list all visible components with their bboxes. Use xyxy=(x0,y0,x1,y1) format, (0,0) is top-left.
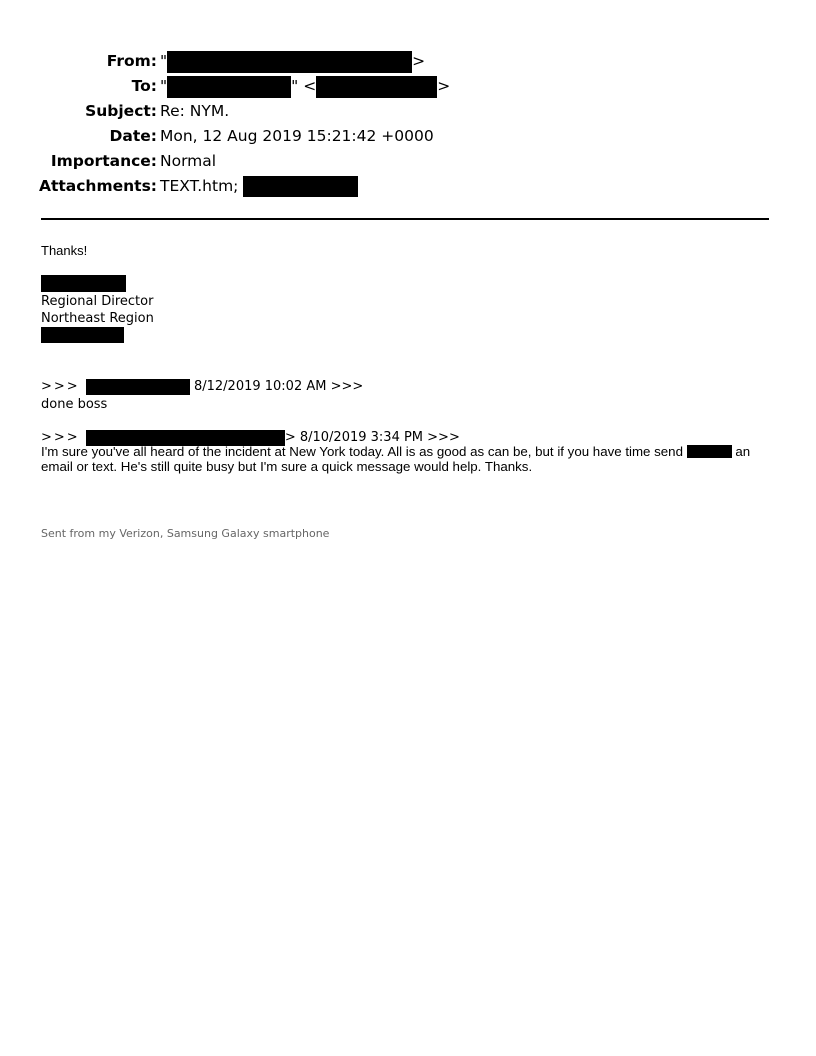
to-close: > xyxy=(437,77,451,95)
from-open-quote: " xyxy=(160,52,168,70)
header-divider xyxy=(41,218,769,220)
subject-row xyxy=(0,100,816,122)
mobile-signature: Sent from my Verizon, Samsung Galaxy smartphone xyxy=(41,527,330,540)
reply2-prefix: >>> xyxy=(41,430,80,445)
reply1-sender-redaction xyxy=(86,379,190,395)
subject-label: Subject: xyxy=(85,102,157,120)
attachments-label: Attachments: xyxy=(38,177,157,195)
reply1-prefix: >>> xyxy=(41,379,80,394)
importance-row xyxy=(0,150,816,172)
signature-name-redaction xyxy=(41,275,126,292)
from-row xyxy=(0,50,816,72)
original-message-part2: an email or text. He's still quite busy but I'm sure a quick message would help. Thanks. xyxy=(41,444,751,474)
to-name-redaction xyxy=(167,76,291,98)
to-row xyxy=(0,75,816,97)
to-mid: " < xyxy=(291,77,317,95)
greeting: Thanks! xyxy=(41,243,88,258)
reply1-header xyxy=(41,378,363,395)
date-row xyxy=(0,125,816,147)
reply1-text: done boss xyxy=(41,397,108,412)
importance-value: Normal xyxy=(160,152,217,170)
subject-value: Re: NYM. xyxy=(160,102,230,120)
to-value xyxy=(160,75,450,98)
reply2-time: > 8/10/2019 3:34 PM >>> xyxy=(284,430,460,445)
attachments-value xyxy=(160,175,358,197)
attachments-row xyxy=(0,175,816,197)
attachment-name: TEXT.htm; xyxy=(160,177,239,195)
from-close: > xyxy=(412,52,426,70)
to-label: To: xyxy=(131,77,157,95)
from-value xyxy=(160,50,425,73)
date-value: Mon, 12 Aug 2019 15:21:42 +0000 xyxy=(160,127,434,145)
from-redaction xyxy=(167,51,412,73)
date-label: Date: xyxy=(109,127,157,145)
attachment-redaction xyxy=(243,176,358,197)
original-message-part1: I'm sure you've all heard of the incident at New York today. All is as good as can be, but if you have time send xyxy=(41,444,687,459)
from-label: From: xyxy=(106,52,157,70)
signature-region: Northeast Region xyxy=(41,311,154,326)
original-message xyxy=(41,444,769,474)
to-open-quote: " xyxy=(160,77,168,95)
recipient-name-redaction xyxy=(687,445,732,458)
signature-title: Regional Director xyxy=(41,294,154,309)
reply1-time: 8/12/2019 10:02 AM >>> xyxy=(193,379,364,394)
signature-contact-redaction xyxy=(41,327,124,343)
to-email-redaction xyxy=(316,76,437,98)
importance-label: Importance: xyxy=(50,152,157,170)
